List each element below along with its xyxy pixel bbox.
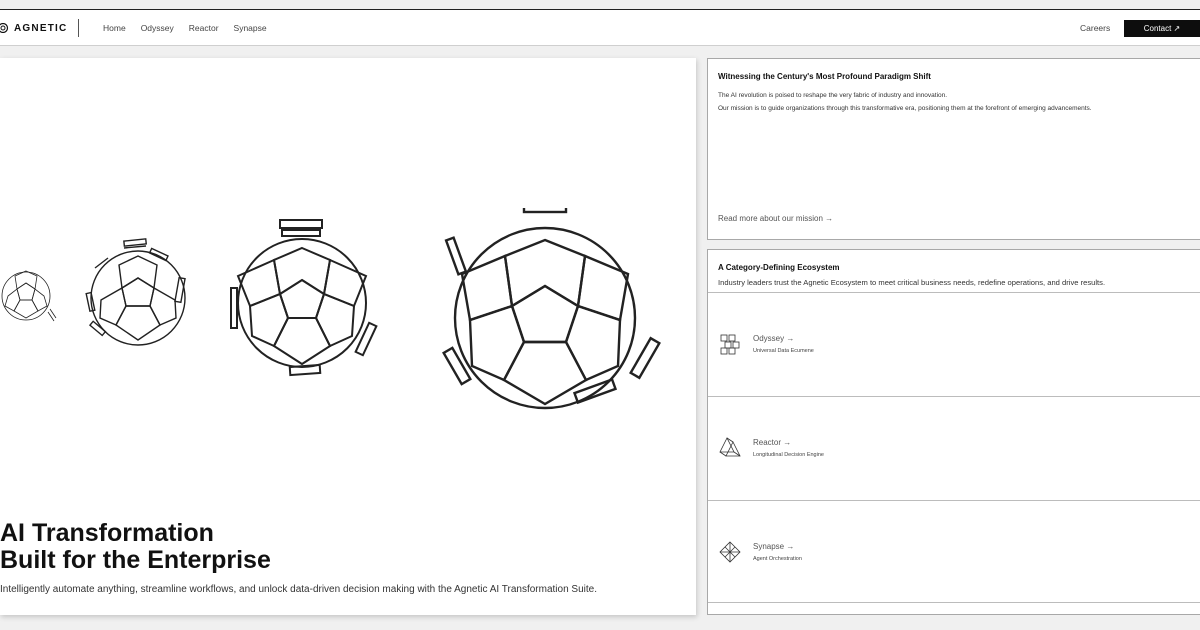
top-navbar [0,10,1200,46]
brand[interactable] [0,10,67,46]
ecosystem-item-reactor[interactable] [718,436,1118,476]
ecosystem-title: A Category-Defining Ecosystem [718,263,840,272]
ecosystem-divider [708,602,1200,603]
mission-title: Witnessing the Century's Most Profound Paradigm Shift [718,72,931,81]
ecosystem-card [707,249,1200,615]
ecosystem-item-desc: Agent Orchestration [753,556,802,562]
network-octahedron-icon [718,540,742,569]
ecosystem-item-name: Odyssey → [753,334,795,343]
hero-subtitle: Intelligently automate anything, streamline workflows, and unlock data-driven decision making with the Agnetic AI Transformation Suite. [0,584,597,595]
hero-title-line-1: AI Transformation [0,519,214,547]
ecosystem-subtitle: Industry leaders trust the Agnetic Ecosystem to meet critical business needs, redefine operations, and drive results. [718,278,1106,287]
ecosystem-item-desc: Longitudinal Decision Engine [753,452,824,458]
fullerene-illustration [0,208,696,468]
nav-link-reactor[interactable]: Reactor [188,23,219,33]
ecosystem-item-name: Synapse → [753,542,795,551]
nav-link-home[interactable]: Home [103,23,126,33]
stacked-pyramids-icon [718,436,742,465]
brand-divider [78,19,79,37]
ecosystem-item-odyssey[interactable] [718,332,1118,372]
hero-title-line-2: Built for the Enterprise [0,546,271,574]
ecosystem-divider [708,396,1200,397]
nav-link-synapse[interactable]: Synapse [233,23,267,33]
brand-name: AGNETIC [14,22,68,34]
agnetic-logo-icon [0,10,10,46]
mission-paragraph-2: Our mission is to guide organizations through this transformative era, positioning them at the forefront of emerging advancements. [718,105,1092,112]
mission-paragraph-1: The AI revolution is poised to reshape the very fabric of industry and innovation. [718,92,948,99]
contact-button[interactable]: Contact ↗ [1124,20,1200,37]
cube-cluster-icon [718,332,742,361]
nav-link-odyssey[interactable]: Odyssey [140,23,174,33]
mission-read-more-link[interactable]: Read more about our mission → [718,214,834,223]
ecosystem-divider [708,500,1200,501]
nav-link-careers[interactable]: Careers [1080,23,1111,33]
hero-title [0,520,271,574]
ecosystem-item-desc: Universal Data Ecumene [753,348,814,354]
ecosystem-item-name: Reactor → [753,438,792,447]
nav-links [103,10,282,46]
ecosystem-divider [708,292,1200,293]
hero-panel [0,58,696,615]
mission-card [707,58,1200,240]
ecosystem-item-synapse[interactable] [718,540,1118,580]
